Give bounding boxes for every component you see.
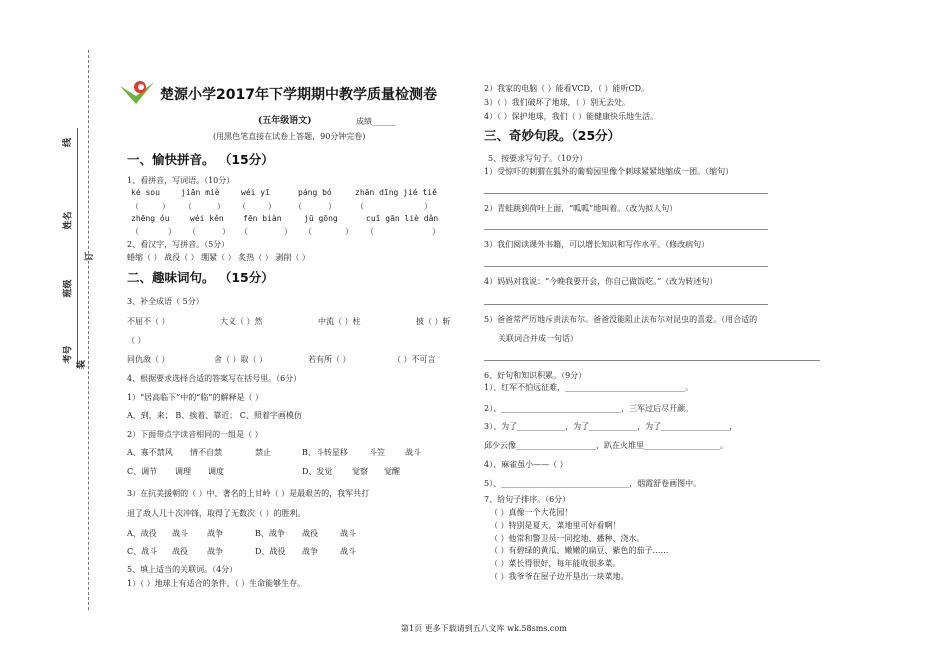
q4-3-a1: A、战役: [127, 529, 157, 538]
q6-5-line1: 5）爸爸常严厉地斥责法布尔。爸爸没能阻止法布尔对昆虫的喜爱。（用合适的: [484, 315, 758, 324]
paren: （: [131, 202, 139, 211]
paren: （: [366, 227, 374, 236]
answer-line[interactable]: [484, 266, 768, 267]
idiom-3: 中流（ ）柱: [318, 317, 361, 326]
section-1-title: 一、愉快拼音。 （15分）: [127, 152, 274, 167]
q2-line: 蜷缩（ ） 战役（ ） 绷紧（ ） 炙热（ ） 剥削（ ）: [127, 253, 310, 262]
q4-2: 2）下面带点字读音相同的一组是（ ）: [127, 430, 263, 439]
q4-2-c2: 调理: [175, 467, 191, 476]
q6-2: 2）青蛙跳到荷叶上面，“呱呱”地叫着。（改为拟人句）: [484, 204, 678, 213]
q4-3-b1: B、战争: [255, 529, 285, 538]
pinyin-6: zhēng óu: [131, 214, 170, 223]
q8-item: （ ）菜长得很好，每年能收很多菜。: [490, 559, 621, 568]
binding-solid-line: [77, 128, 78, 368]
q5-2: 2）我家的电脑（ ）能看VCD，（ ）能听CD。: [484, 84, 650, 93]
q6-4: 4）妈妈对我说：“今晚我要开会，你自己做饭吃。”（改为转述句）: [484, 277, 718, 286]
q8-item: （ ）真像一个大花园！: [490, 508, 573, 517]
paren: （: [294, 202, 302, 211]
paren: ）: [424, 202, 432, 211]
paren: ）: [328, 202, 336, 211]
q7-3-line2: 邱少云像____________________，趴在火堆里___________________。: [484, 441, 728, 450]
q4-2-b1: B、斗转星移: [302, 448, 348, 457]
q4-2-a1: A、寡不禁风: [127, 448, 173, 457]
binding-dashed-line: [88, 50, 89, 610]
q4-1-options: A、到，来； B、挨着、靠近； C、照着字画模仿: [127, 411, 302, 420]
q4-2-a3: 禁止: [255, 448, 271, 457]
q6-5-line2: 关联词合并成一句话）: [498, 334, 578, 343]
idiom-2: 大义（ ）然: [220, 317, 263, 326]
exam-title: 楚源小学2017年下学期期中教学质量检测卷: [160, 87, 437, 103]
exam-subtitle: (五年级语文): [258, 116, 312, 126]
q6-label: 5、按要求写句子。（10分）: [488, 154, 588, 163]
q4-3-b2: 战役: [302, 529, 318, 538]
paren: （: [304, 227, 312, 236]
paren: ）: [168, 227, 176, 236]
paren: （: [131, 227, 139, 236]
idiom-1: 不屈不（ ）: [127, 317, 170, 326]
idiom-5: 同仇敌（ ）: [127, 355, 170, 364]
q6-3: 3）我们阅读课外书籍，可以增长知识和写作水平。（修改病句）: [484, 240, 710, 249]
answer-line[interactable]: [484, 193, 768, 194]
section-2-title: 二、趣味词句。 （15分）: [127, 270, 274, 285]
paren: ）: [222, 227, 230, 236]
q8-item: （ ）有碧绿的黄瓜、嫩嫩的扁豆、紫色的茄子……: [490, 546, 669, 555]
q4-2-c3: 调度: [208, 467, 224, 476]
paren: ）: [345, 227, 353, 236]
paren: ）: [268, 202, 276, 211]
q4-3-d1: D、战役: [255, 547, 286, 556]
paren: （: [240, 227, 248, 236]
q4-3-c1: C、战斗: [127, 547, 158, 556]
exam-instruction: (用黑色笔直接在试卷上答题，90分钟完卷): [213, 132, 366, 141]
score-label: 成绩______: [356, 117, 396, 126]
q5-3: 3）（ ）我们破坏了地球，（ ）别无去处。: [484, 98, 631, 107]
q7-3-line1: 3）、为了____________，为了____________，为了_________________，: [484, 422, 738, 431]
q7-5: 5）、________________________________，烟霞舒卷画图中。: [484, 479, 702, 488]
q4-3-c3: 战争: [207, 547, 223, 556]
pinyin-5: zhān dīng jié tiě: [355, 188, 437, 197]
paren: ）: [162, 202, 170, 211]
margin-examno-label: 考号: [63, 345, 74, 364]
q4-2-a2: 情不自禁: [190, 448, 222, 457]
q5-1: 1）（ ）地球上有适合的条件，（ ）生命能够生存。: [127, 579, 306, 588]
answer-line[interactable]: [484, 360, 820, 361]
q4-2-d3: 觉醒: [384, 467, 400, 476]
idiom-4: 披（ ）斩: [416, 317, 451, 326]
q4-3-b3: 战斗: [340, 529, 356, 538]
idiom-7: 若有所（ ）: [308, 355, 351, 364]
section-3-title: 三、奇妙句段。（25分）: [484, 128, 621, 143]
q4-3-a3: 战争: [207, 529, 223, 538]
school-logo-icon: [118, 78, 156, 108]
pinyin-3: wéi yī: [241, 188, 270, 197]
page-footer: 第1页 更多下载请到五八文库 wk.58sms.com: [401, 624, 567, 633]
paren: （: [184, 202, 192, 211]
q7-4: 4）、麻雀虽小——（ ）: [484, 460, 568, 469]
pinyin-9: jū gōng: [304, 214, 338, 223]
q4-3-line1: 3）在抗美援朝的（ ）中，著名的上甘岭（ ）是最艰苦的，我军共打: [127, 489, 370, 498]
margin-xian: 线: [63, 137, 74, 148]
margin-ding: 订: [85, 251, 96, 262]
paren: ）: [217, 202, 225, 211]
margin-class-label: 班级: [63, 279, 74, 298]
paren: （: [188, 227, 196, 236]
q8-item: （ ）我爷爷在屋子边开垦出一块菜地。: [490, 572, 629, 581]
margin-name-label: 姓名: [63, 211, 74, 230]
answer-line[interactable]: [484, 229, 768, 230]
idiom-4b: （ ）: [127, 336, 146, 345]
q7-1: 1）、红军不怕远征难，______________________________。: [484, 383, 694, 392]
pinyin-10: cuī gān liè dǎn: [366, 214, 439, 223]
paren: （: [238, 202, 246, 211]
paren: ）: [284, 227, 292, 236]
q8-item: （ ）特别是夏天，菜地里可好看啊！: [490, 521, 621, 530]
q3-label: 3、补全成语（ 5分）: [127, 297, 204, 306]
q4-3-d2: 战争: [302, 547, 318, 556]
pinyin-2: jiān miè: [181, 188, 220, 197]
answer-line[interactable]: [484, 304, 768, 305]
q6-1: 1）受惊吓的刺猬在狐外的葡萄园里像个刺球紧紧地缩成一团。（缩句）: [484, 167, 734, 176]
paren: ）: [432, 227, 440, 236]
q5-4: 4）（ ）保护地球，我们（ ）能健康快乐地生活。: [484, 112, 659, 121]
q8-label: 7、给句子排序。（6分）: [484, 495, 571, 504]
q4-3-c2: 战役: [172, 547, 188, 556]
q7-label: 6、好句和知识积累。（9分）: [484, 371, 587, 380]
q1-label: 1、看拼音，写词语。（10分）: [127, 176, 235, 185]
pinyin-1: ké sou: [131, 188, 160, 197]
q5-label: 5、填上适当的关联词。（4分）: [127, 565, 238, 574]
q4-3-d3: 战斗: [340, 547, 356, 556]
pinyin-8: fēn biàn: [243, 214, 282, 223]
q8-item: （ ）他常和警卫员一同挖地、播种、浇水。: [490, 534, 645, 543]
q2-label: 2、看汉字，写拼音。（5分）: [127, 240, 230, 249]
margin-zhuang: 装: [77, 359, 88, 370]
paren: （: [356, 202, 364, 211]
q4-2-b3: 战斗: [405, 448, 421, 457]
idiom-8: （ ）不可言: [393, 355, 436, 364]
q4-3-a2: 战斗: [172, 529, 188, 538]
q7-2: 2）、______________________________，三军过后尽开颜。: [484, 404, 694, 413]
q4-1: 1）“居高临下”中的“临”的解释是（ ）: [127, 393, 263, 402]
pinyin-4: páng bó: [298, 188, 332, 197]
idiom-6: 舍（ ）取（ ）: [214, 355, 268, 364]
q4-2-c1: C、调节: [127, 467, 158, 476]
q4-2-d2: 觉察: [352, 467, 368, 476]
q4-2-d1: D、发觉: [302, 467, 333, 476]
q4-2-b2: 斗笠: [369, 448, 385, 457]
pinyin-7: wéi kěn: [190, 214, 224, 223]
q4-3-line2: 退了敌人几十次冲锋，取得了无数次（ ）的胜利。: [127, 509, 306, 518]
q4-label: 4、根据要求选择合适的答案写在括号里。（6分）: [127, 374, 302, 383]
